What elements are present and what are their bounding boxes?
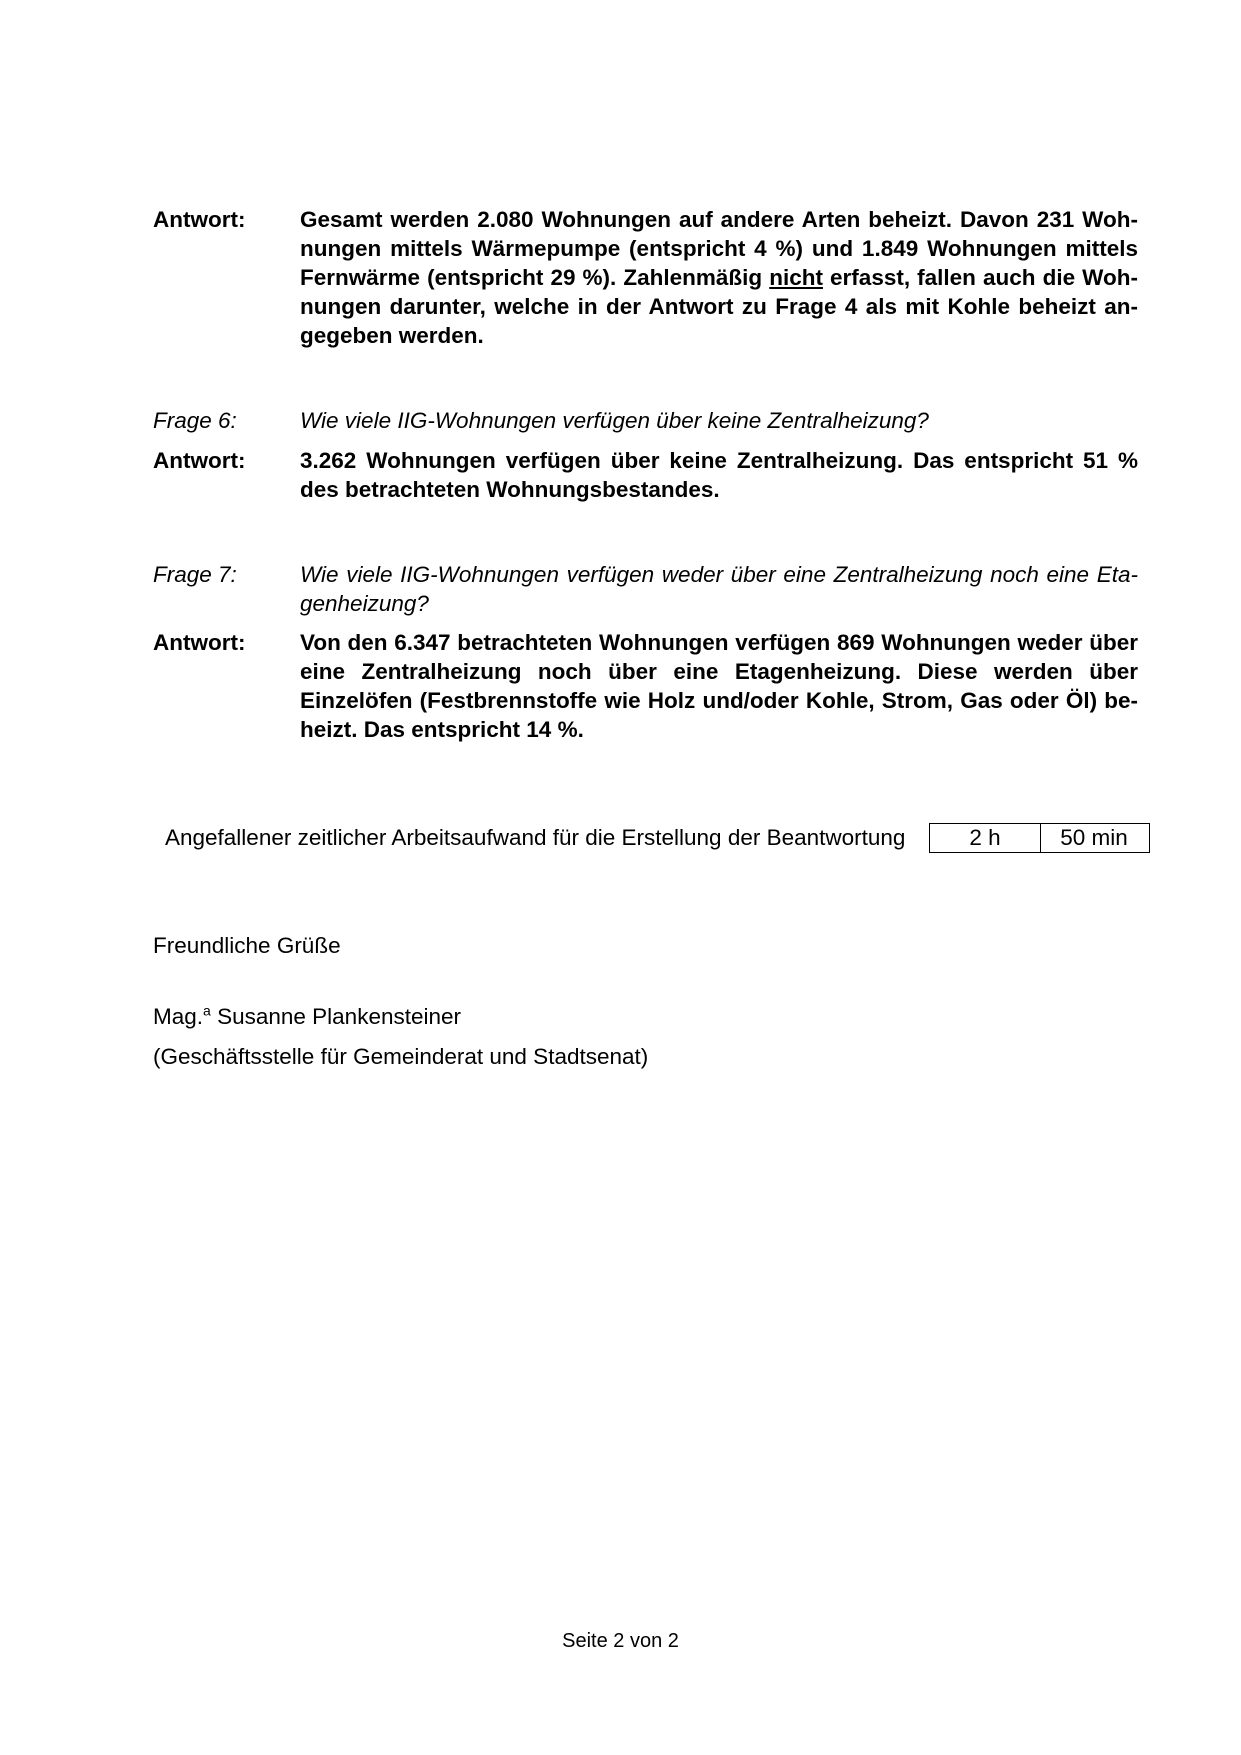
- effort-minutes-box: 50 min: [1039, 823, 1150, 853]
- answer-6: [153, 446, 1138, 504]
- question-7: [153, 560, 1138, 618]
- question-label: Frage 6:: [153, 408, 237, 433]
- effort-hours-box: 2 h: [929, 823, 1041, 853]
- page-number: Seite 2 von 2: [562, 1630, 679, 1652]
- answer-label: Antwort:: [153, 630, 246, 655]
- answer-text: Von den 6.347 betrachteten Wohnungen verfügen 869 Wohnungen weder über eine Zentralheizung noch über eine Etagenheizung. Diese werden über Einzelöfen (Festbrennstoffe wie Holz und/oder Kohle, Strom, Gas oder Öl) beheizt. Das entspricht 14 %.: [300, 630, 1138, 742]
- signatory-department: (Geschäftsstelle für Gemeinderat und Stadtsenat): [153, 1044, 649, 1069]
- greeting: Freundliche Grüße: [153, 933, 341, 958]
- question-6: [153, 406, 1138, 435]
- question-text: Wie viele IIG-Wohnungen verfügen weder über eine Zentralheizung noch eine Etagenheizung?: [300, 562, 1138, 616]
- question-text: Wie viele IIG-Wohnungen verfügen über keine Zentralheizung?: [300, 408, 929, 433]
- answer-text: Gesamt werden 2.080 Wohnungen auf andere Arten beheizt. Davon 231 Wohnungen mittels Wärmepumpe (entspricht 4 %) und 1.849 Wohnungen mittels Fernwärme (entspricht 29 %). Zahlenmäßig nicht erfasst, fallen auch die Wohnungen darunter, welche in der Antwort zu Frage 4 als mit Kohle beheizt angegeben werden.: [300, 207, 1138, 348]
- answer-label: Antwort:: [153, 207, 246, 232]
- answer-5: [153, 205, 1138, 350]
- answer-text: 3.262 Wohnungen verfügen über keine Zentralheizung. Das entspricht 51 % des betrachteten Wohnungsbestandes.: [300, 448, 1138, 502]
- answer-7: [153, 628, 1138, 744]
- emphasis-underline: nicht: [769, 265, 823, 290]
- signatory-name: Mag.$^a$ Susanne Plankensteiner: [153, 1002, 461, 1029]
- effort-label: Angefallener zeitlicher Arbeitsaufwand für die Erstellung der Beantwortung: [165, 825, 906, 850]
- answer-label: Antwort:: [153, 448, 246, 473]
- question-label: Frage 7:: [153, 562, 237, 587]
